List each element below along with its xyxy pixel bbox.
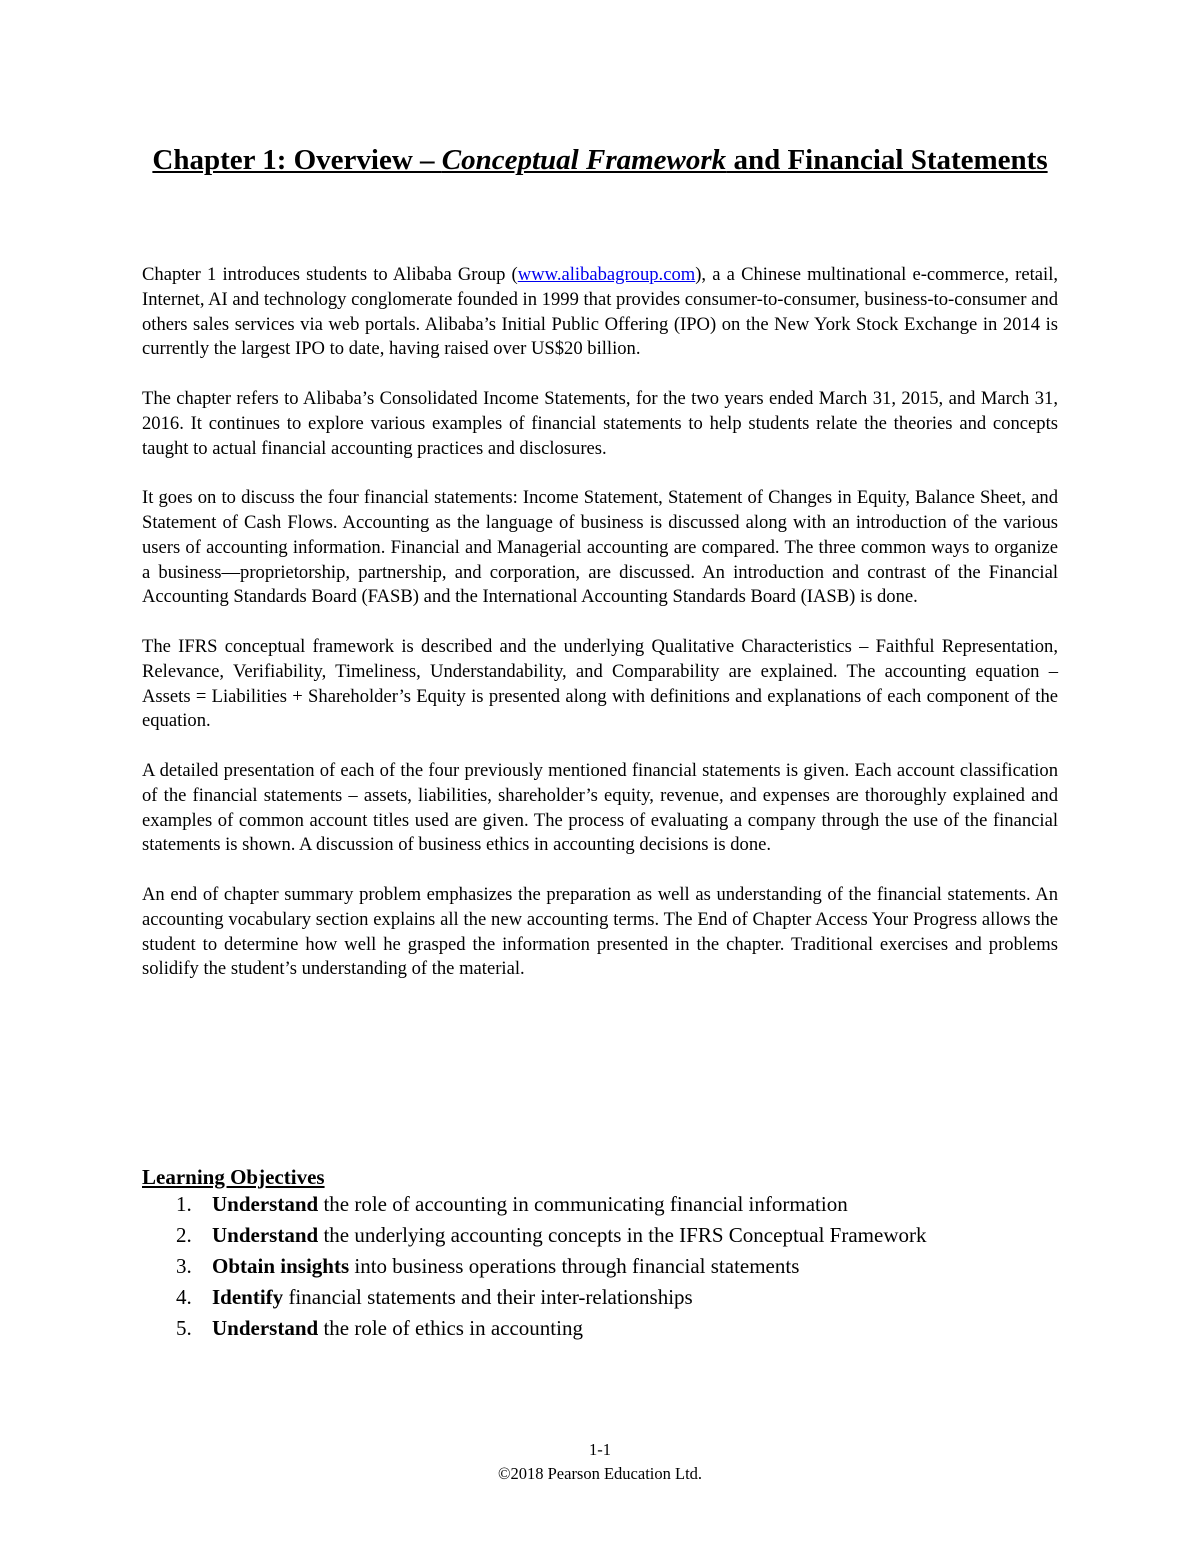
title-part-3: and Financial Statements	[726, 144, 1048, 176]
objective-number: 5.	[176, 1316, 192, 1340]
paragraph-intro-text-1: Chapter 1 introduces students to Alibaba Group (	[142, 264, 518, 285]
paragraph-summary-problem: An end of chapter summary problem emphasizes the preparation as well as understanding of the financial statements. An accounting vocabulary section explains all the new accounting terms. The End of Chapter Access Your Progress allows the student to determine how well he grasped the information presented in the chapter. Traditional exercises and problems solidify the student’s understanding of the material.	[142, 883, 1058, 980]
page-number: 1-1	[589, 1440, 611, 1459]
learning-objective-item	[142, 1189, 927, 1220]
objective-text: into business operations through financial statements	[349, 1254, 800, 1278]
objective-number: 2.	[176, 1223, 192, 1247]
objective-verb: Understand	[212, 1192, 319, 1216]
objective-number: 4.	[176, 1285, 192, 1309]
paragraph-income-statements: The chapter refers to Alibaba’s Consolidated Income Statements, for the two years ended March 31, 2015, and March 31, 2016. It continues to explore various examples of financial statements to help students relate the theories and concepts taught to actual financial accounting practices and disclosures.	[142, 387, 1058, 459]
learning-objectives-list	[142, 1189, 927, 1344]
paragraph-detailed-presentation: A detailed presentation of each of the four previously mentioned financial statements is given. Each account classification of the financial statements – assets, liabilities, shareholder’s equity, revenue, and expenses are thoroughly explained and examples of common account titles used are given. The process of evaluating a company through the use of the financial statements is shown. A discussion of business ethics in accounting decisions is done.	[142, 759, 1058, 856]
objective-text: the underlying accounting concepts in the IFRS Conceptual Framework	[318, 1223, 927, 1247]
objective-number: 3.	[176, 1254, 192, 1278]
objective-verb: Understand	[212, 1223, 319, 1247]
page-footer	[0, 1438, 1200, 1486]
objective-verb: Identify	[212, 1285, 284, 1309]
paragraph-intro	[142, 263, 1058, 362]
objective-number: 1.	[176, 1192, 192, 1216]
objective-verb: Obtain insights	[212, 1254, 350, 1278]
paragraph-four-statements: It goes on to discuss the four financial statements: Income Statement, Statement of Changes in Equity, Balance Sheet, and Statement of Cash Flows. Accounting as the language of business is discussed along with an introduction of the various users of accounting information. Financial and Managerial accounting are compared. The three common ways to organize a business—proprietorship, partnership, and corporation, are discussed. An introduction and contrast of the Financial Accounting Standards Board (FASB) and the International Accounting Standards Board (IASB) is done.	[142, 487, 1058, 608]
learning-objectives-heading: Learning Objectives	[142, 1165, 325, 1189]
objective-text: financial statements and their inter-relationships	[283, 1285, 693, 1309]
objective-verb: Understand	[212, 1316, 319, 1340]
paragraph-intro-text-2: ), a a Chinese multinational e-commerce, retail, Internet, AI and technology conglomerate founded in 1999 that provides consumer-to-consumer, business-to-consumer and others sales services via web portals. Alibaba’s Initial Public Offering (IPO) on the New York Stock Exchange in 2014 is currently the largest IPO to date, having raised over US$20 billion.	[142, 264, 1059, 360]
paragraph-ifrs-framework: The IFRS conceptual framework is described and the underlying Qualitative Characteristics – Faithful Representation, Relevance, Verifiability, Timeliness, Understandability, and Comparability are explained. The accounting equation – Assets = Liabilities + Shareholder’s Equity is presented along with definitions and explanations of each component of the equation.	[142, 635, 1058, 732]
objective-text: the role of accounting in communicating financial information	[318, 1192, 848, 1216]
title-part-2: Conceptual Framework	[441, 144, 727, 176]
objective-text: the role of ethics in accounting	[318, 1316, 583, 1340]
learning-objective-item	[142, 1251, 927, 1282]
chapter-body	[142, 263, 1058, 1007]
learning-objective-item	[142, 1313, 927, 1344]
learning-objective-item	[142, 1220, 927, 1251]
alibaba-website-link[interactable]: www.alibabagroup.com	[517, 264, 696, 285]
copyright-notice: ©2018 Pearson Education Ltd.	[497, 1464, 703, 1483]
chapter-title	[100, 141, 1100, 179]
title-part-1: Chapter 1: Overview –	[152, 144, 442, 176]
learning-objective-item	[142, 1282, 927, 1313]
